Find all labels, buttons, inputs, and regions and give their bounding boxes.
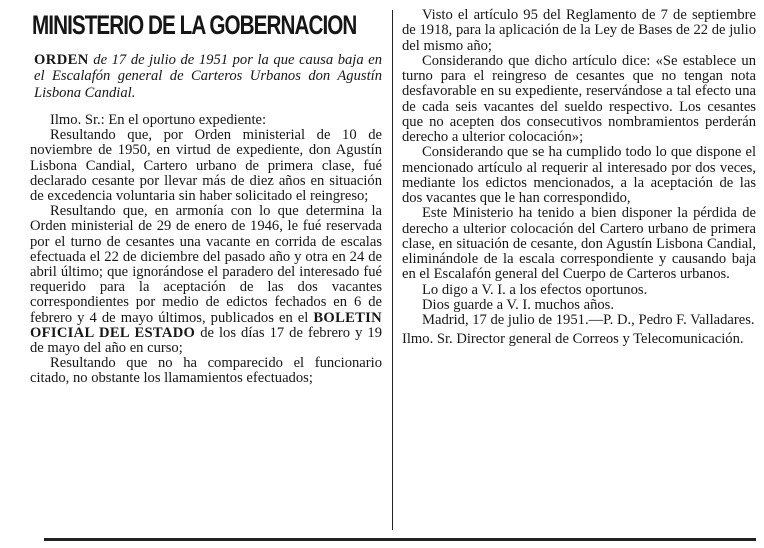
right-column xyxy=(402,8,756,348)
addressee: Ilmo. Sr. Director general de Correos y Telecomunicación. xyxy=(402,331,744,348)
resultando-2-text-b: de los días 17 de febrero y 19 de mayo del año en curso; xyxy=(30,324,383,356)
resultando-paragraph-1: Resultando que, por Orden ministerial de 10 de noviembre de 1950, en virtud de expediente, don Agustín Lisbona Candial, Cartero urbano de primera clase, fué declarado cesante por llevar más de diez años en situación de excedencia voluntaria sin haber solicitado el reingreso; xyxy=(30,127,382,204)
salutation-paragraph: Ilmo. Sr.: En el oportuno expediente: xyxy=(50,111,267,128)
greeting-formula: Dios guarde a V. I. muchos años. xyxy=(422,296,614,313)
order-lead-word: ORDEN xyxy=(34,52,89,68)
left-column xyxy=(30,8,382,387)
resultando-2-text-a: Resultando que, en armonía con lo que determina la Orden ministerial de 29 de enero de 1946, le fué reservada por el turno de cesantes una vacante en corrida de escalas efectuada el 22 de diciembre del pasado año y otra en 24 de abril último; que ignorándose el paradero del interesado fué requerido para la aceptación de las dos vacantes correspondientes por medio de edictos fechados en 6 de febrero y 4 de mayo últimos, publicados en el xyxy=(30,203,382,326)
considerando-paragraph-2: Considerando que se ha cumplido todo lo que dispone el mencionado artículo al requerir al interesado por dos veces, mediante los edictos mencionados, a la aceptación de las dos vacantes que le han correspondido, xyxy=(402,144,756,206)
resultando-paragraph-3: Resultando que no ha comparecido el funcionario citado, no obstante los llamamientos efectuados; xyxy=(30,355,382,387)
boletin-oficial-reference: BOLETIN OFICIAL DEL ESTADO xyxy=(30,309,382,341)
resultando-paragraph-2 xyxy=(30,204,382,356)
considerando-paragraph-1: Considerando que dicho artículo dice: «Se establece un turno para el reingreso de cesantes que no tengan nota desfavorable en su expediente, reservándose a tal efecto una de cada seis vacantes del sueldo respectivo. Los cesantes que no acepten dos consecutivos nombramientos perderán derecho a ulterior colocación»; xyxy=(402,52,756,145)
column-divider xyxy=(392,10,393,530)
resolution-paragraph: Este Ministerio ha tenido a bien disponer la pérdida de derecho a ulterior colocación del Cartero urbano de primera clase, en situación de cesante, don Agustín Lisbona Candial, eliminándole de la escala correspondiente y causando baja en el Escalafón general del Cuerpo de Carteros urbanos. xyxy=(402,205,756,283)
date-signature: Madrid, 17 de julio de 1951.—P. D., Pedro F. Valladares. xyxy=(422,312,755,328)
order-summary xyxy=(34,52,382,101)
visto-paragraph: Visto el artículo 95 del Reglamento de 7 de septiembre de 1918, para la aplicación de la Ley de Bases de 22 de julio del mismo año; xyxy=(402,7,756,54)
closing-formula: Lo digo a V. I. a los efectos oportunos. xyxy=(422,281,648,298)
order-summary-text: de 17 de julio de 1951 por la que causa baja en el Escalafón general de Carteros Urbanos don Agustín Lisbona Candial. xyxy=(34,52,382,101)
ministry-heading: MINISTERIO DE LA GOBERNACION xyxy=(32,10,357,40)
bottom-rule xyxy=(44,538,756,541)
